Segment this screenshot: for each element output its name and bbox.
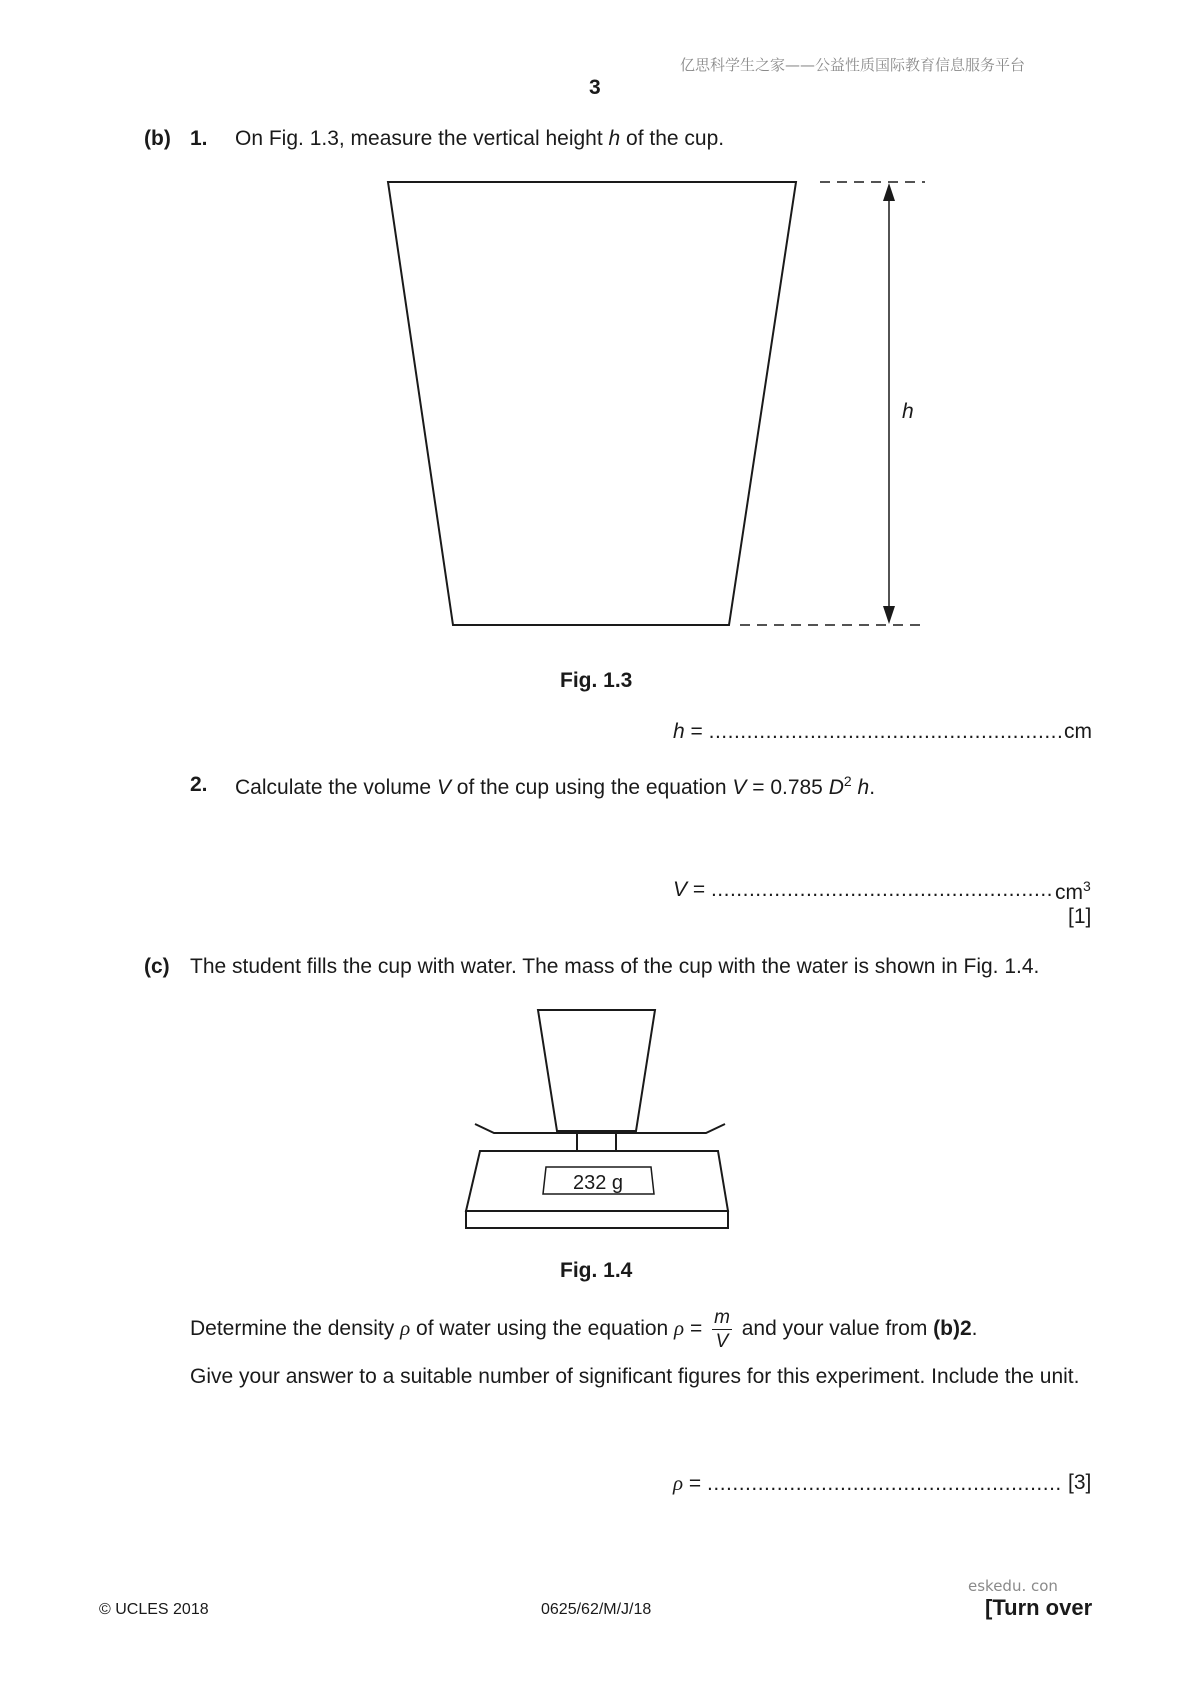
answer-rho-marks: [3] [1068, 1471, 1092, 1494]
answer-v-marks: [1] [1068, 905, 1092, 928]
fig-1-4-caption: Fig. 1.4 [560, 1259, 633, 1282]
copyright: © UCLES 2018 [99, 1601, 209, 1618]
cup-outline [388, 182, 796, 625]
balance-stem [577, 1133, 616, 1151]
answer-h-unit: cm [1064, 720, 1092, 743]
answer-v-line: V = ...................................................... [673, 878, 1054, 901]
page-number: 3 [589, 76, 601, 99]
height-arrow-top-head [883, 183, 895, 201]
balance-reading: 232 g [572, 1172, 624, 1194]
part-c-label: (c) [144, 955, 170, 978]
q2-number: 2. [190, 773, 208, 796]
watermark-bottom: eskedu. con [968, 1577, 1058, 1595]
part-b-label: (b) [144, 127, 171, 150]
part-c-intro: The student fills the cup with water. The mass of the cup with the water is shown in Fig. 1.4. [190, 955, 1040, 978]
sig-figs-instruction: Give your answer to a suitable number of significant figures for this experiment. Include the unit. [190, 1365, 1080, 1388]
height-label: h [902, 400, 914, 423]
turn-over: [Turn over [985, 1595, 1093, 1620]
paper-code: 0625/62/M/J/18 [541, 1601, 652, 1618]
figure-1-4-balance-diagram [460, 1000, 740, 1230]
figure-1-3-cup-diagram [380, 170, 940, 640]
watermark-top: 亿思科学生之家——公益性质国际教育信息服务平台 [680, 56, 1026, 74]
height-arrow-bottom-head [883, 606, 895, 624]
density-instruction: Determine the density ρ of water using the equation ρ = $\frac{m}{V}$ and your value from (b)2. [190, 1306, 978, 1352]
density-fraction: $\frac{m}{V}$ [714, 1306, 730, 1352]
answer-v-unit: $cm^3$ [1055, 878, 1091, 904]
q1-number: 1. [190, 127, 208, 150]
answer-h-line: h = ........................................................ [673, 720, 1064, 743]
q1-text: On Fig. 1.3, measure the vertical height h of the cup. [235, 127, 725, 150]
cup-on-balance [538, 1010, 655, 1131]
q2-text: Calculate the volume V of the cup using the equation V = 0.785 $D^2$ h. [235, 773, 876, 799]
fig-1-3-caption: Fig. 1.3 [560, 669, 633, 692]
answer-rho-line: ρ = ........................................................ [673, 1471, 1062, 1495]
balance-base [466, 1211, 728, 1228]
